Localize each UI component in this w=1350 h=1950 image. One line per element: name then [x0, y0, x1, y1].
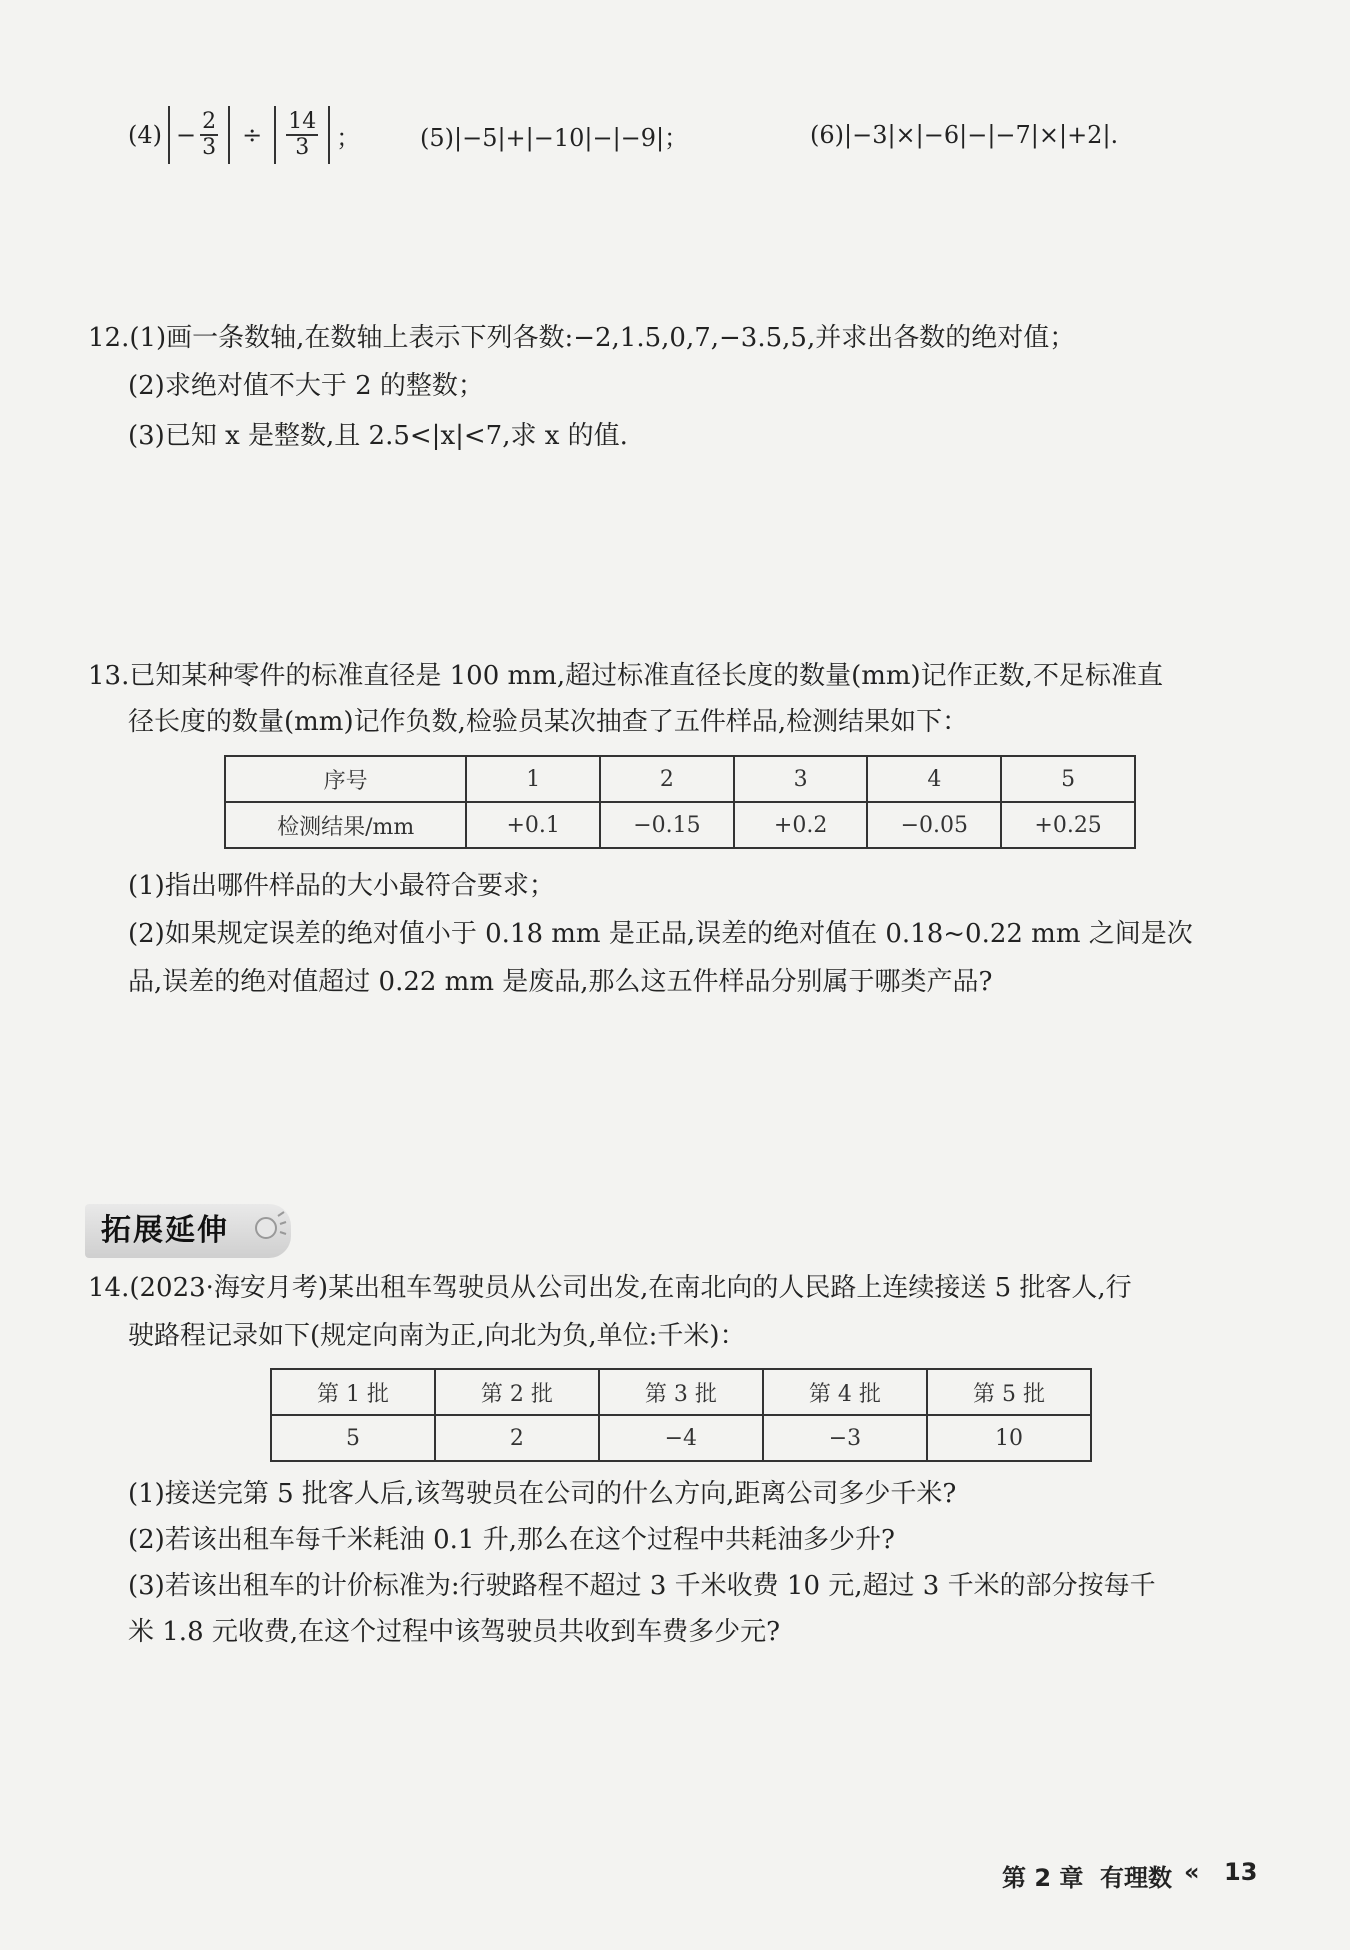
table-cell: −0.15 — [600, 802, 734, 848]
footer-chapter: 第 2 章 — [1002, 1864, 1084, 1892]
problem-13-q2-line-1: (2)如果规定误差的绝对值小于 0.18 mm 是正品,误差的绝对值在 0.18~0.22 mm 之间是次 — [128, 919, 1193, 949]
table-cell: −4 — [599, 1415, 763, 1461]
problem-12-line-3: (3)已知 x 是整数,且 2.5<|x|<7,求 x 的值. — [128, 421, 628, 451]
problem-14-q3-line-2: 米 1.8 元收费,在这个过程中该驾驶员共收到车费多少元? — [128, 1617, 781, 1647]
expr-4-sign: − — [176, 121, 197, 149]
footer-title: 有理数 — [1100, 1864, 1172, 1892]
fraction-numerator: 14 — [288, 109, 317, 134]
expr-4-label: (4) — [128, 121, 162, 149]
problem-14-q2: (2)若该出租车每千米耗油 0.1 升,那么在这个过程中共耗油多少升? — [128, 1525, 895, 1555]
table-cell: +0.1 — [466, 802, 600, 848]
fraction-numerator: 2 — [202, 109, 217, 134]
table-cell: 1 — [466, 756, 600, 802]
table-cell: 4 — [867, 756, 1001, 802]
table-cell: 第 2 批 — [435, 1369, 599, 1415]
table-cell: −3 — [763, 1415, 927, 1461]
divide-operator: ÷ — [242, 121, 263, 149]
table-row — [271, 1369, 1091, 1415]
problem-13-q2-line-2: 品,误差的绝对值超过 0.22 mm 是废品,那么这五件样品分别属于哪类产品? — [128, 967, 993, 997]
problem-13-q1: (1)指出哪件样品的大小最符合要求； — [128, 871, 555, 901]
table-row — [225, 756, 1135, 802]
fraction-2-3 — [200, 110, 218, 160]
expr-6 — [810, 100, 1118, 170]
section-tag: 拓展延伸 — [85, 1204, 291, 1258]
fraction-denominator: 3 — [295, 135, 310, 160]
expr-4 — [128, 100, 360, 170]
problem-14-q1: (1)接送完第 5 批客人后,该驾驶员在公司的什么方向,距离公司多少千米? — [128, 1479, 957, 1509]
table-cell: 3 — [734, 756, 868, 802]
double-chevron-left-icon: « — [1184, 1858, 1200, 1886]
problem-14-line-2: 驶路程记录如下(规定向南为正,向北为负,单位:千米)： — [128, 1321, 746, 1351]
expr-5 — [420, 100, 688, 170]
table-cell: 序号 — [225, 756, 466, 802]
fraction-14-3 — [286, 110, 318, 160]
table-cell: 5 — [1001, 756, 1135, 802]
problem-14-line-1: 14.(2023·海安月考)某出租车驾驶员从公司出发,在南北向的人民路上连续接送 5 批客人,行 — [88, 1273, 1132, 1303]
table-cell: 第 1 批 — [271, 1369, 435, 1415]
lightbulb-icon — [248, 1208, 288, 1248]
table-cell: +0.25 — [1001, 802, 1135, 848]
problem-12-line-2: (2)求绝对值不大于 2 的整数； — [128, 371, 484, 401]
expr-4-end: ； — [336, 123, 361, 152]
fraction-denominator: 3 — [202, 135, 217, 160]
table-row — [225, 802, 1135, 848]
table-cell: 第 3 批 — [599, 1369, 763, 1415]
table-row — [271, 1415, 1091, 1461]
problem-13-line-2: 径长度的数量(mm)记作负数,检验员某次抽查了五件样品,检测结果如下： — [128, 707, 969, 737]
table-cell: 第 4 批 — [763, 1369, 927, 1415]
table-cell: 2 — [600, 756, 734, 802]
expr-6-text: (6)|−3|×|−6|−|−7|×|+2|. — [810, 121, 1119, 149]
driving-table — [270, 1368, 1092, 1462]
problem-12-line-1: 12.(1)画一条数轴,在数轴上表示下列各数:−2,1.5,0,7,−3.5,5,并求出各数的绝对值； — [88, 323, 1076, 353]
abs-bar — [328, 106, 330, 164]
abs-bar — [168, 106, 170, 164]
table-cell: −0.05 — [867, 802, 1001, 848]
page-number: 13 — [1224, 1858, 1258, 1886]
table-cell: 2 — [435, 1415, 599, 1461]
table-cell: 检测结果/mm — [225, 802, 466, 848]
abs-bar — [228, 106, 230, 164]
problem-13-line-1: 13.已知某种零件的标准直径是 100 mm,超过标准直径长度的数量(mm)记作正数,不足标准直 — [88, 661, 1163, 691]
abs-bar — [274, 106, 276, 164]
inspection-table — [224, 755, 1136, 849]
problem-14-q3-line-1: (3)若该出租车的计价标准为:行驶路程不超过 3 千米收费 10 元,超过 3 千米的部分按每千 — [128, 1571, 1156, 1601]
table-cell: +0.2 — [734, 802, 868, 848]
table-cell: 10 — [927, 1415, 1091, 1461]
table-cell: 第 5 批 — [927, 1369, 1091, 1415]
expr-5-text: (5)|−5|+|−10|−|−9|； — [420, 123, 689, 152]
table-cell: 5 — [271, 1415, 435, 1461]
